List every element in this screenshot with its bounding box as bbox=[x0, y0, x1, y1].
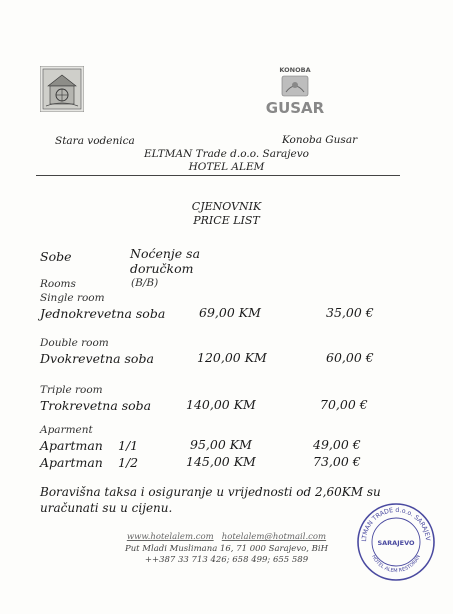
title-en: PRICE LIST bbox=[193, 214, 260, 227]
apartment-price-eur: 49,00 € bbox=[313, 437, 361, 452]
room-bs-label: Trokrevetna soba bbox=[40, 398, 152, 413]
right-logo-caption: Konoba Gusar bbox=[282, 134, 358, 146]
stamp-lower-text: HOTEL ALEM RESTORAN bbox=[370, 554, 422, 575]
apartment-heading: Aparment bbox=[40, 424, 93, 436]
stamp-outer-text: LTMAN TRADE d.o.o. SARAJEV bbox=[360, 506, 432, 542]
footer-web-link[interactable]: www.hotelalem.com bbox=[126, 532, 214, 542]
footer-email-link[interactable]: hotelalem@hotmail.com bbox=[221, 532, 327, 542]
night-header-line1: Noćenje sa bbox=[130, 246, 201, 261]
company-stamp bbox=[354, 500, 438, 584]
apartment-label: Apartman bbox=[40, 438, 103, 453]
logo-konoba-text: KONOBA bbox=[279, 66, 311, 74]
room-bs-label: Dvokrevetna soba bbox=[40, 351, 154, 366]
room-en-label: Triple room bbox=[40, 384, 103, 396]
tax-note-line2: uračunati su u cijenu. bbox=[40, 501, 173, 515]
room-price-eur: 70,00 € bbox=[320, 397, 368, 412]
title-bs: CJENOVNIK bbox=[191, 200, 262, 213]
apartment-price-km: 145,00 KM bbox=[186, 454, 256, 469]
room-price-km: 140,00 KM bbox=[186, 397, 256, 412]
apartment-size: 1/1 bbox=[118, 438, 139, 453]
room-en-label: Double room bbox=[40, 337, 109, 349]
company-name: ELTMAN Trade d.o.o. Sarajevo bbox=[143, 148, 309, 160]
room-price-km: 69,00 KM bbox=[199, 305, 261, 320]
room-en-label: Single room bbox=[40, 292, 105, 304]
room-price-eur: 35,00 € bbox=[326, 305, 374, 320]
apartment-price-km: 95,00 KM bbox=[190, 437, 252, 452]
footer-address: Put Mladi Muslimana 16, 71 000 Sarajevo, BiH bbox=[124, 544, 329, 554]
room-bs-label: Jednokrevetna soba bbox=[40, 306, 166, 321]
header-divider bbox=[36, 175, 400, 176]
night-header-abbr: (B/B) bbox=[131, 277, 159, 289]
konoba-gusar-logo bbox=[262, 60, 328, 120]
night-header-line2: doručkom bbox=[130, 261, 194, 276]
tax-note-line1: Boravišna taksa i osiguranje u vrijednosti od 2,60KM su bbox=[40, 485, 381, 499]
stamp-center-text: SARAJEVO bbox=[377, 539, 415, 547]
footer-phones: ++387 33 713 426; 658 499; 655 589 bbox=[144, 555, 309, 565]
apartment-label: Apartman bbox=[40, 455, 103, 470]
room-price-eur: 60,00 € bbox=[326, 350, 374, 365]
apartment-price-eur: 73,00 € bbox=[313, 454, 361, 469]
rooms-heading-en: Rooms bbox=[40, 278, 76, 290]
left-logo-caption: Stara vodenica bbox=[55, 135, 135, 147]
logo-gusar-text: GUSAR bbox=[265, 99, 325, 117]
stara-vodenica-logo bbox=[40, 66, 84, 112]
hotel-name: HOTEL ALEM bbox=[188, 161, 265, 173]
room-price-km: 120,00 KM bbox=[197, 350, 267, 365]
rooms-heading-bs: Sobe bbox=[40, 249, 72, 264]
apartment-size: 1/2 bbox=[118, 455, 139, 470]
